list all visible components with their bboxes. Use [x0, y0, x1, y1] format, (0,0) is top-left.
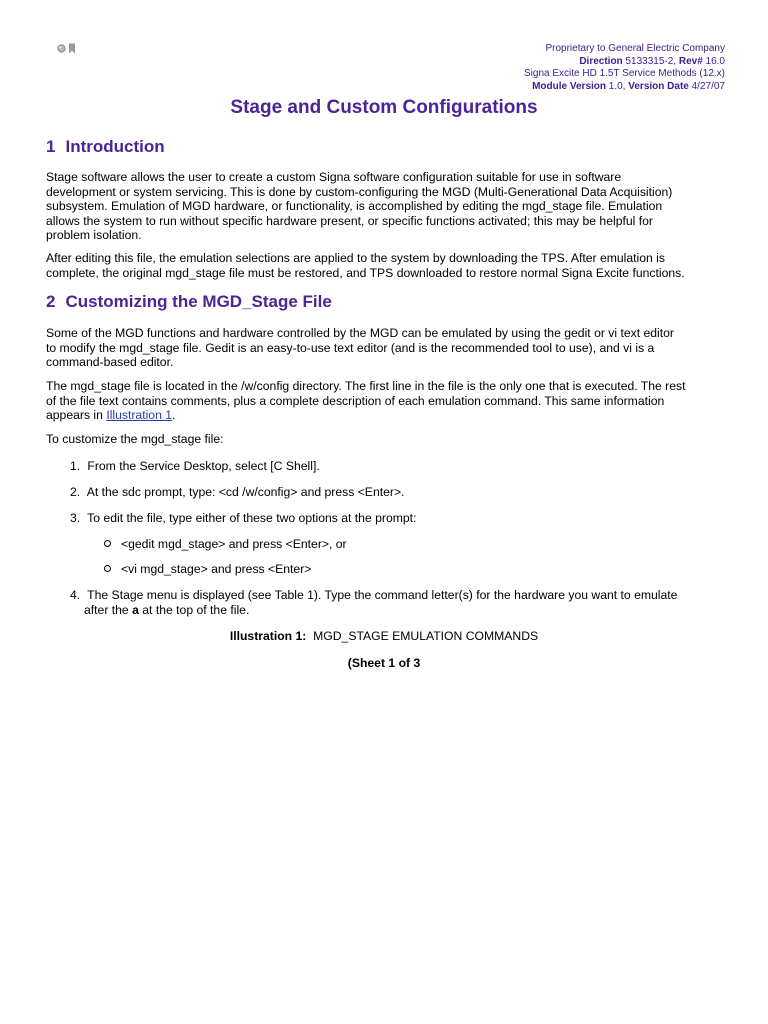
- illustration-caption: Illustration 1: MGD_STAGE EMULATION COMMANDS: [229, 629, 539, 643]
- section-2-heading: 2 Customizing the MGD_Stage File: [46, 292, 332, 311]
- section-2-paragraph-1: Some of the MGD functions and hardware controlled by the MGD can be emulated by using the gedit or vi text editor to modify the mgd_stage file. Gedit is an easy-to-use text editor (and is the recommended tool to use), and vi is a command-based editor.: [46, 326, 674, 369]
- section-1-paragraph-2: After editing this file, the emulation selections are applied to the system by downloading the TPS. After emulation is complete, the original mgd_stage file must be restored, and TPS downloaded to restore normal Signa Excite functions.: [46, 251, 685, 280]
- list-item-bullet-vi: <vi mgd_stage> and press <Enter>: [104, 562, 311, 577]
- header-manual-title: Signa Excite HD 1.5T Service Methods (12.x): [523, 68, 725, 79]
- section-1-heading: 1 Introduction: [46, 137, 165, 156]
- bullet-circle-icon: [104, 565, 111, 572]
- illustration-1-link[interactable]: Illustration 1: [106, 408, 173, 422]
- list-item-bullet-gedit: <gedit mgd_stage> and press <Enter>, or: [104, 537, 347, 552]
- section-1-paragraph-1: Stage software allows the user to create a custom Signa software configuration suitable for use in software development or system servicing. This is done by custom-configuring the MGD (Multi-Generational Data Acquisition) subsystem. Emulation of MGD hardware, or functionality, is accomplished by editing the mgd_stage file. Emulation allows the system to run without specific hardware present, or specific functions activated; this may be helpful for problem isolation.: [46, 170, 673, 242]
- header-module-version: Module Version 1.0, Version Date 4/27/07: [532, 80, 725, 92]
- list-item-step-3: 3. To edit the file, type either of these two options at the prompt:: [70, 511, 417, 525]
- page-title: Stage and Custom Configurations: [230, 97, 538, 118]
- header-proprietary: Proprietary to General Electric Company: [545, 43, 725, 54]
- section-2-paragraph-2: The mgd_stage file is located in the /w/config directory. The first line in the file is the only one that is executed. The rest of the file text contains comments, plus a complete description of each emulation command. This same information appears in Illustration 1.: [46, 379, 686, 422]
- list-item-step-4: 4. The Stage menu is displayed (see Table 1). Type the command letter(s) for the hardware you want to emulate after the a at the top of the file.: [70, 588, 678, 617]
- circle-icon: [57, 44, 66, 53]
- bookmark-icon[interactable]: [68, 43, 76, 54]
- header-direction: Direction 5133315-2, Rev# 16.0: [579, 55, 725, 67]
- section-2-paragraph-3: To customize the mgd_stage file:: [46, 432, 224, 446]
- illustration-sheet-label: (Sheet 1 of 3: [347, 656, 421, 670]
- document-header: [524, 43, 725, 93]
- corner-icons: [57, 43, 76, 54]
- list-item-step-2: 2. At the sdc prompt, type: <cd /w/config> and press <Enter>.: [70, 485, 405, 499]
- bullet-circle-icon: [104, 540, 111, 547]
- list-item-step-1: 1. From the Service Desktop, select [C Shell].: [70, 459, 320, 473]
